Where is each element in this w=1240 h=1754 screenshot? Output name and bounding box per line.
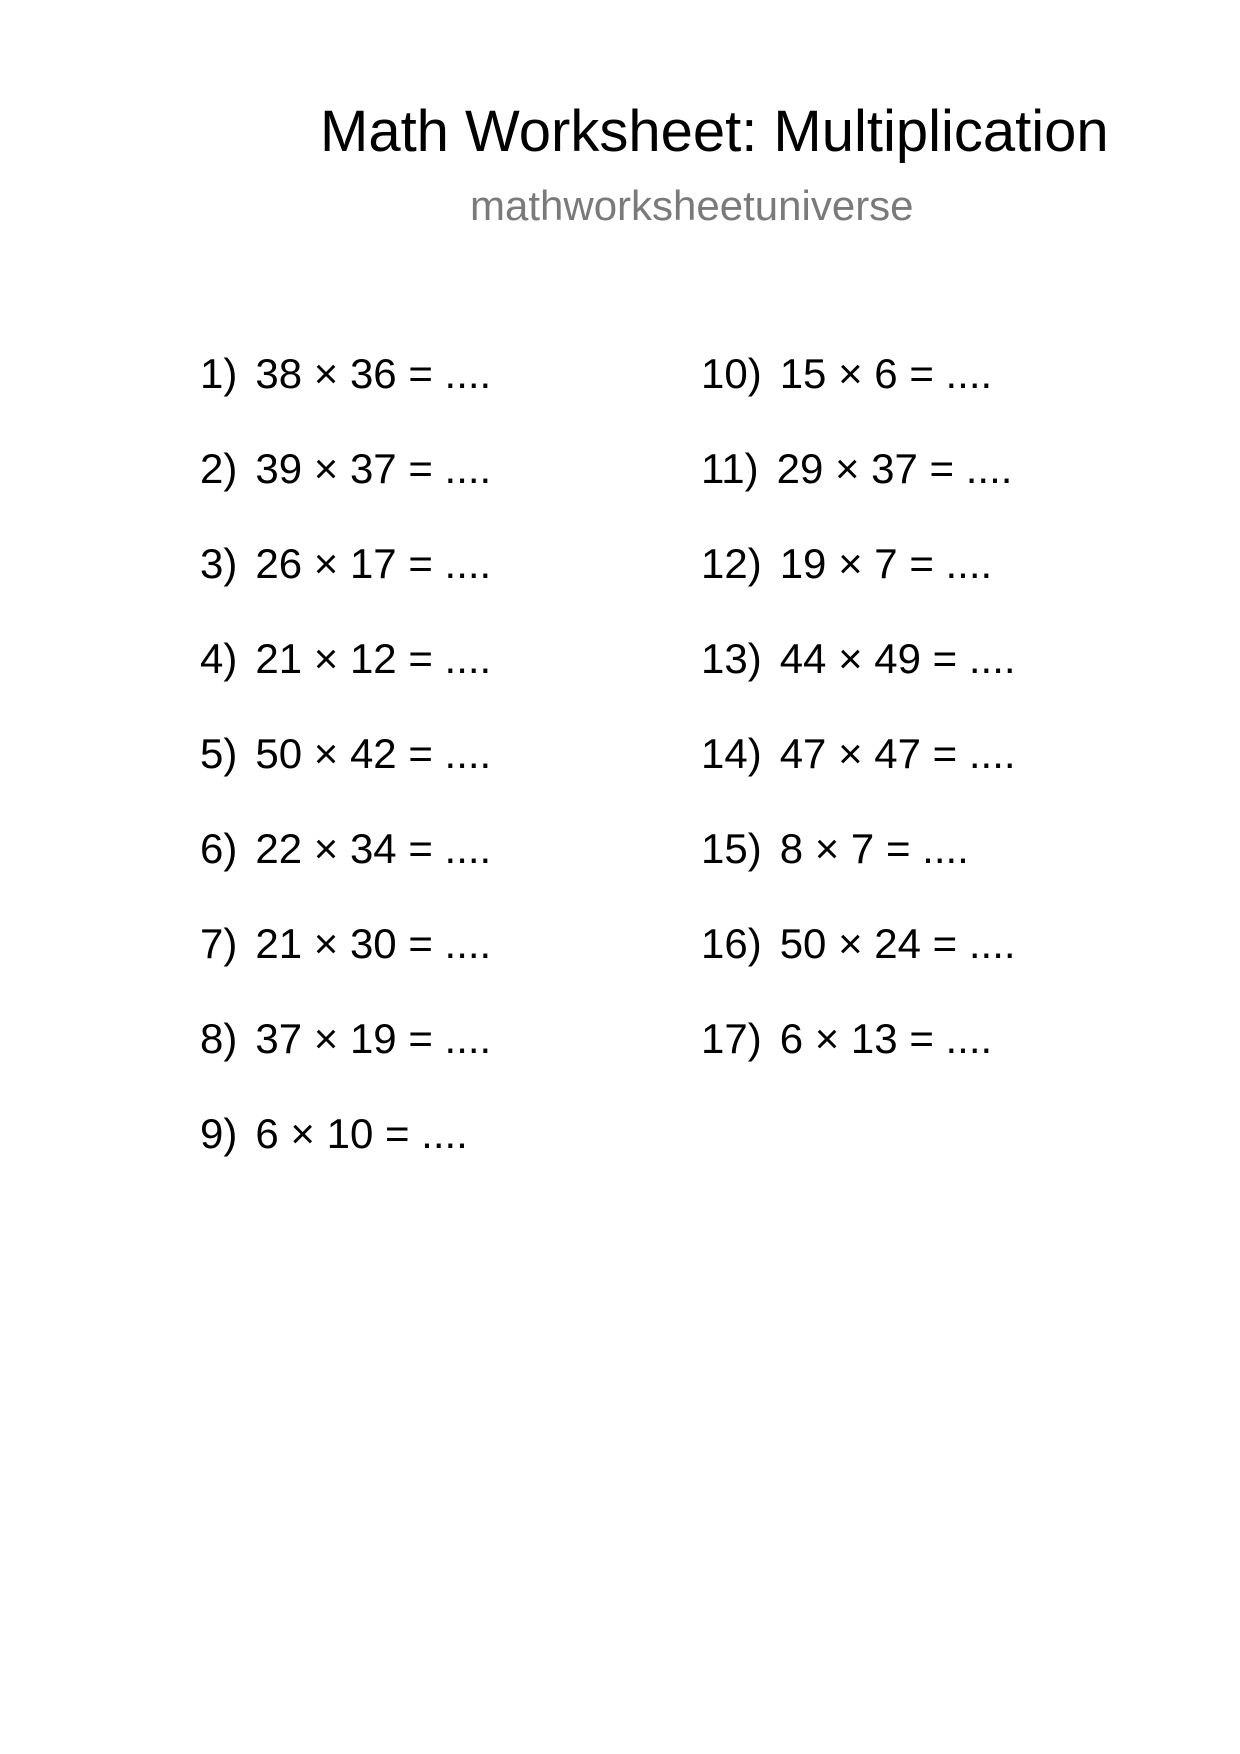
problem-expression: 26 × 17 = .... xyxy=(255,540,492,587)
problem-item xyxy=(200,728,491,823)
problem-expression: 8 × 7 = .... xyxy=(779,825,969,872)
problem-expression: 6 × 10 = .... xyxy=(255,1110,468,1157)
problem-number: 8) xyxy=(200,1015,238,1062)
problem-expression: 21 × 12 = .... xyxy=(255,635,492,682)
problem-expression: 19 × 7 = .... xyxy=(779,540,993,587)
problem-item xyxy=(200,1108,491,1203)
problem-item xyxy=(701,633,1016,728)
problem-expression: 22 × 34 = .... xyxy=(255,825,492,872)
problem-item xyxy=(701,728,1016,823)
problem-number: 4) xyxy=(200,635,238,682)
problem-item xyxy=(701,443,1016,538)
problem-item xyxy=(200,1013,491,1108)
problem-expression: 50 × 42 = .... xyxy=(255,730,492,777)
problem-expression: 44 × 49 = .... xyxy=(779,635,1016,682)
problem-item xyxy=(200,538,491,633)
problem-number: 13) xyxy=(701,635,762,682)
problem-number: 6) xyxy=(200,825,238,872)
problem-number: 9) xyxy=(200,1110,238,1157)
problem-item xyxy=(200,633,491,728)
problem-expression: 6 × 13 = .... xyxy=(779,1015,993,1062)
problem-column-right xyxy=(701,348,1016,1108)
problem-expression: 50 × 24 = .... xyxy=(779,920,1016,967)
problem-item xyxy=(200,918,491,1013)
problem-number: 1) xyxy=(200,350,238,397)
problem-item xyxy=(701,823,1016,918)
problem-item xyxy=(701,348,1016,443)
problem-item xyxy=(701,1013,1016,1108)
problem-number: 2) xyxy=(200,445,238,492)
problem-expression: 21 × 30 = .... xyxy=(255,920,492,967)
problem-number: 17) xyxy=(701,1015,762,1062)
problem-number: 7) xyxy=(200,920,238,967)
problem-number: 5) xyxy=(200,730,238,777)
problem-expression: 37 × 19 = .... xyxy=(255,1015,492,1062)
problem-expression: 15 × 6 = .... xyxy=(779,350,993,397)
problem-number: 10) xyxy=(701,350,762,397)
problem-item xyxy=(200,823,491,918)
problem-item xyxy=(200,348,491,443)
problem-number: 11) xyxy=(701,445,759,492)
worksheet-title: Math Worksheet: Multiplication xyxy=(320,99,1109,164)
problem-item xyxy=(701,918,1016,1013)
problem-number: 16) xyxy=(701,920,762,967)
problem-expression: 29 × 37 = .... xyxy=(776,445,1013,492)
problem-number: 12) xyxy=(701,540,762,587)
problem-expression: 39 × 37 = .... xyxy=(255,445,492,492)
problem-item xyxy=(701,538,1016,633)
problem-number: 3) xyxy=(200,540,238,587)
problem-expression: 47 × 47 = .... xyxy=(779,730,1016,777)
worksheet-subtitle: mathworksheetuniverse xyxy=(470,182,914,229)
problem-number: 15) xyxy=(701,825,762,872)
problem-item xyxy=(200,443,491,538)
problem-column-left xyxy=(200,348,491,1203)
problem-expression: 38 × 36 = .... xyxy=(255,350,492,397)
problem-number: 14) xyxy=(701,730,762,777)
